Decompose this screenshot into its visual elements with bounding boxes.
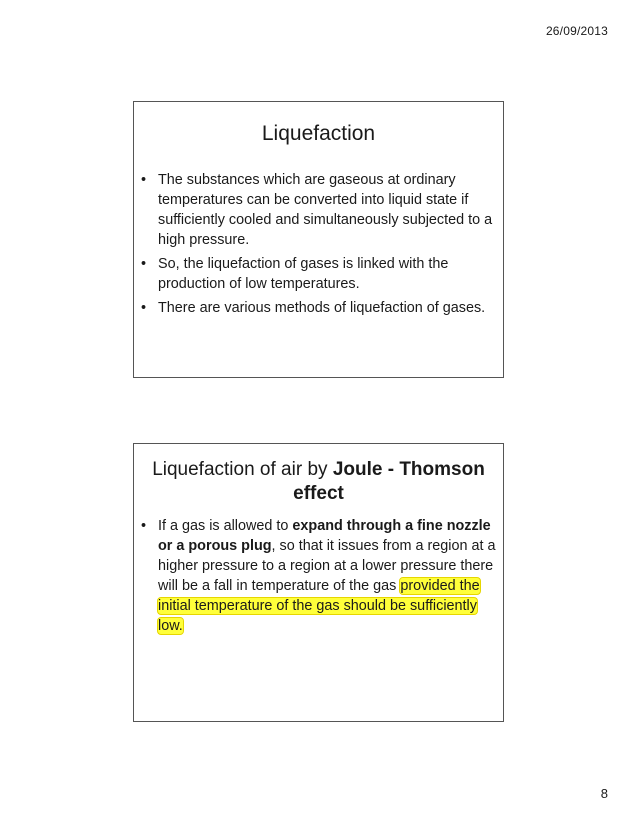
bullet-item: • So, the liquefaction of gases is linked with the production of low temperatures. xyxy=(134,254,497,294)
bullet-text: , so that it issues from a region at a higher pressure to a region at a lower pressure there will be a fall in temperature of the gas xyxy=(158,538,496,594)
bullet-list xyxy=(134,516,497,640)
bullet-list xyxy=(134,170,497,322)
highlighted-text: provided the initial temperature of the gas should be sufficiently low. xyxy=(158,578,480,634)
title-text: Liquefaction of air by xyxy=(152,459,333,480)
page-date: 26/09/2013 xyxy=(545,24,608,38)
bullet-item xyxy=(134,516,497,636)
title-bold-text: Joule - Thomson effect xyxy=(293,459,485,504)
bullet-text: If a gas is allowed to xyxy=(158,518,293,534)
bullet-item: • There are various methods of liquefaction of gases. xyxy=(134,298,497,318)
bullet-item: • The substances which are gaseous at ordinary temperatures can be converted into liquid state if sufficiently cooled and simultaneously subjected to a high pressure. xyxy=(134,170,497,250)
slide-joule-thomson xyxy=(133,443,504,722)
bullet-bold-text: expand through a fine nozzle or a porous plug xyxy=(158,518,491,554)
page-number: 8 xyxy=(600,786,608,801)
slide-title xyxy=(140,458,497,506)
slide-title: Liquefaction xyxy=(261,122,376,145)
slide-liquefaction xyxy=(133,101,504,378)
